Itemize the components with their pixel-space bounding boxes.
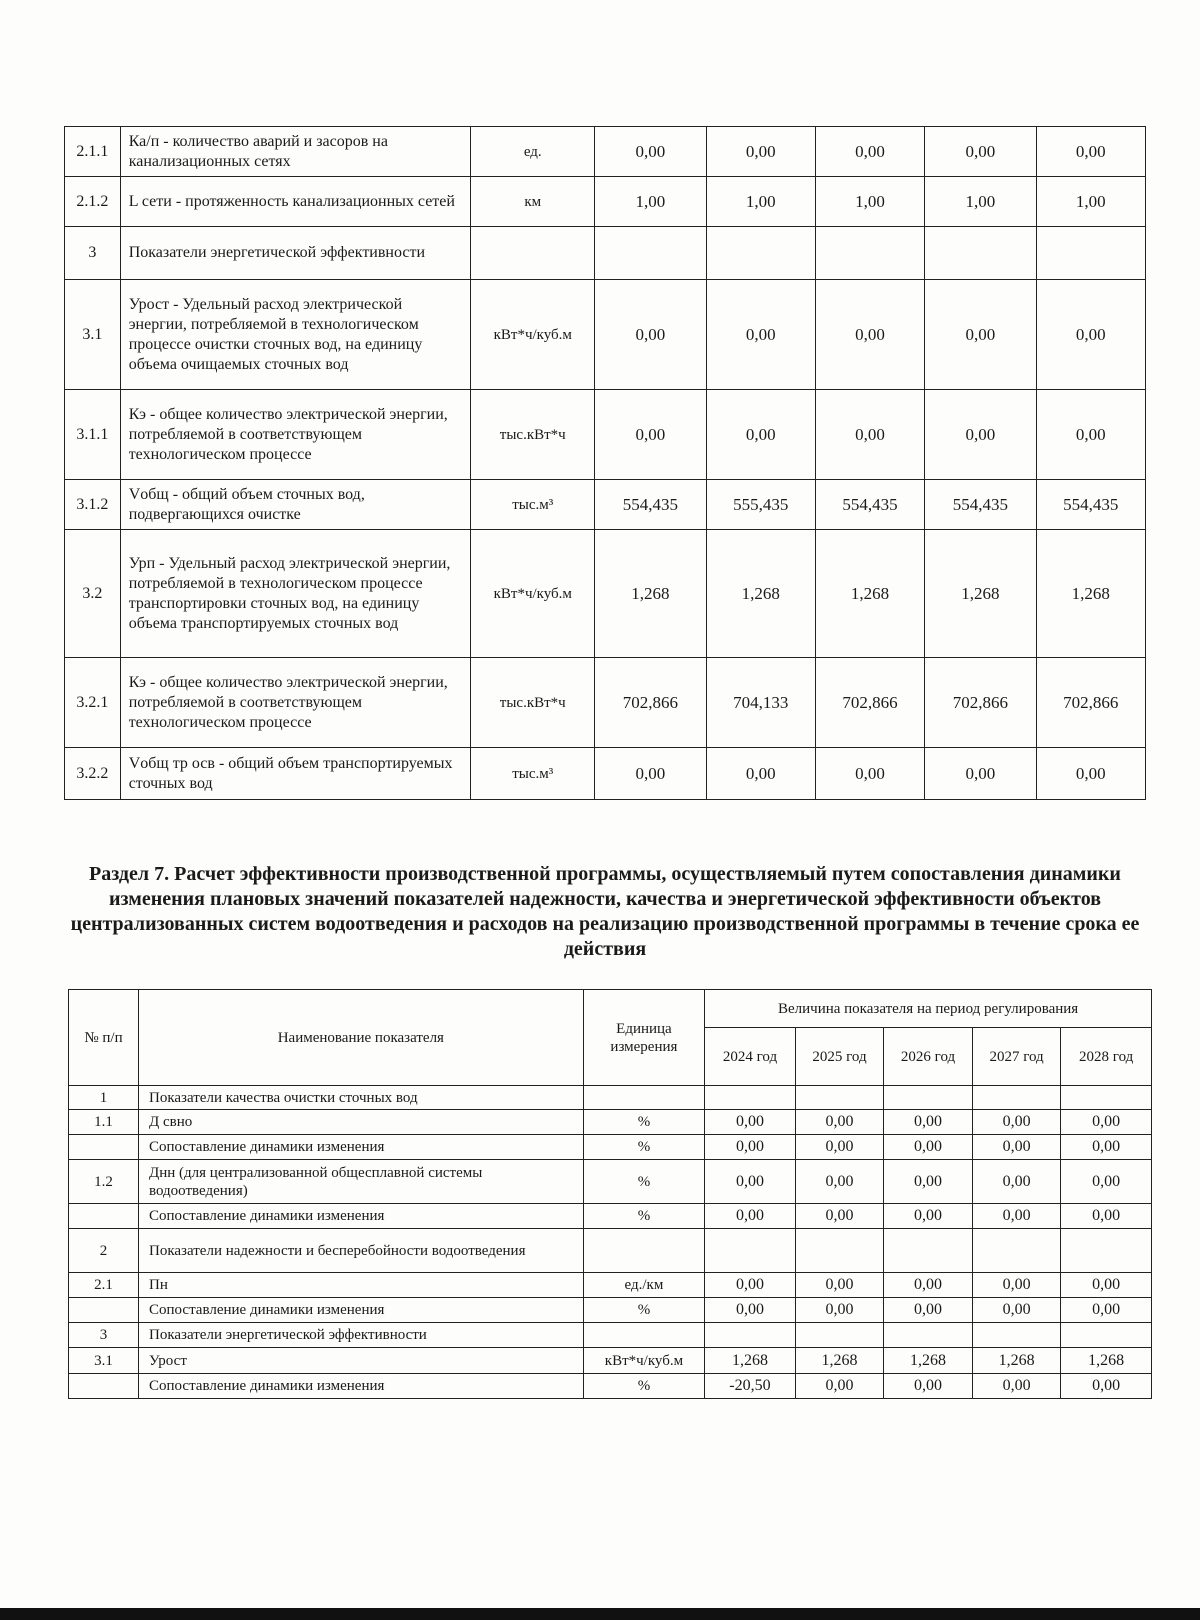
row-number: 3 [65,227,121,280]
value-cell: 0,00 [1036,127,1145,177]
value-cell: 0,00 [1061,1204,1152,1229]
table-row [69,1273,1152,1298]
indicator-name: Пн [139,1273,584,1298]
table-row [69,1298,1152,1323]
indicator-name: Урост [139,1348,584,1374]
value-cell: 0,00 [1061,1374,1152,1399]
value-cell: 0,00 [595,748,706,800]
value-cell [884,1323,973,1348]
unit-cell [583,1323,704,1348]
indicator-name: Показатели энергетической эффективности [139,1323,584,1348]
value-cell: 0,00 [815,280,924,390]
scan-edge-bar [0,1608,1200,1620]
row-number [69,1204,139,1229]
value-cell: 0,00 [1036,748,1145,800]
value-cell: 0,00 [706,280,815,390]
value-cell: 555,435 [706,480,815,530]
table-row [65,127,1146,177]
row-number: 3 [69,1323,139,1348]
value-cell: 0,00 [795,1374,884,1399]
col-header-year: 2027 год [972,1028,1061,1086]
indicator-name: Кэ - общее количество электрической энергии, потребляемой в соответствующем технологическом процессе [120,658,471,748]
indicator-name: Vобщ тр осв - общий объем транспортируемых сточных вод [120,748,471,800]
value-cell: 0,00 [706,748,815,800]
value-cell: 0,00 [925,280,1036,390]
value-cell: 1,268 [815,530,924,658]
indicator-name: Днн (для централизованной общесплавной системы водоотведения) [139,1160,584,1204]
table-row [69,1110,1152,1135]
value-cell: 554,435 [925,480,1036,530]
value-cell: 0,00 [884,1110,973,1135]
value-cell: 0,00 [795,1273,884,1298]
table-row [65,658,1146,748]
indicator-name: Урост - Удельный расход электрической энергии, потребляемой в технологическом процессе очистки сточных вод, на единицу объема очищаемых сточных вод [120,280,471,390]
indicator-name: Кэ - общее количество электрической энергии, потребляемой в соответствующем технологическом процессе [120,390,471,480]
row-number: 1 [69,1086,139,1110]
value-cell [795,1323,884,1348]
value-cell: 0,00 [884,1160,973,1204]
indicator-name: Показатели энергетической эффективности [120,227,471,280]
value-cell: 0,00 [1061,1298,1152,1323]
value-cell: 554,435 [1036,480,1145,530]
unit-cell: % [583,1374,704,1399]
value-cell: 0,00 [972,1110,1061,1135]
value-cell [1061,1086,1152,1110]
value-cell: 0,00 [595,390,706,480]
col-header-num: № п/п [69,990,139,1086]
value-cell [1061,1229,1152,1273]
table-header-row [69,990,1152,1028]
table-row [69,1160,1152,1204]
table-row [65,480,1146,530]
value-cell: 702,866 [595,658,706,748]
value-cell: 0,00 [795,1135,884,1160]
value-cell: 0,00 [815,748,924,800]
row-number: 3.2 [65,530,121,658]
value-cell: 0,00 [795,1298,884,1323]
row-number [69,1374,139,1399]
unit-cell: тыс.кВт*ч [471,658,595,748]
table-row [69,1229,1152,1273]
unit-cell: % [583,1204,704,1229]
col-header-name: Наименование показателя [139,990,584,1086]
unit-cell: тыс.м³ [471,748,595,800]
efficiency-table [68,989,1152,1399]
value-cell: 0,00 [705,1204,796,1229]
value-cell [1036,227,1145,280]
value-cell: 0,00 [884,1135,973,1160]
value-cell: 0,00 [972,1160,1061,1204]
value-cell [706,227,815,280]
table-row [69,1348,1152,1374]
value-cell [972,1323,1061,1348]
value-cell: 1,00 [925,177,1036,227]
value-cell: 0,00 [706,127,815,177]
value-cell [972,1229,1061,1273]
value-cell: 0,00 [925,390,1036,480]
value-cell: 1,268 [595,530,706,658]
value-cell [1061,1323,1152,1348]
table-row [69,1374,1152,1399]
unit-cell: кВт*ч/куб.м [471,530,595,658]
value-cell: 0,00 [815,390,924,480]
indicator-name: Vобщ - общий объем сточных вод, подвергающихся очистке [120,480,471,530]
section-7-title: Раздел 7. Расчет эффективности производственной программы, осуществляемый путем сопоставления динамики изменения плановых значений показателей надежности, качества и энергетической эффективности объектов централизованных систем водоотведения и расходов на реализацию производственной программы в течение срока ее действия [70,863,1140,960]
table-row [65,280,1146,390]
indicator-name: Показатели качества очистки сточных вод [139,1086,584,1110]
value-cell: 0,00 [595,127,706,177]
value-cell: 1,268 [795,1348,884,1374]
value-cell: 1,268 [1061,1348,1152,1374]
unit-cell: кВт*ч/куб.м [583,1348,704,1374]
value-cell: 702,866 [815,658,924,748]
value-cell: 0,00 [972,1204,1061,1229]
value-cell: 0,00 [884,1298,973,1323]
col-header-year: 2025 год [795,1028,884,1086]
value-cell: 702,866 [1036,658,1145,748]
value-cell: 0,00 [706,390,815,480]
col-header-year: 2024 год [705,1028,796,1086]
indicator-name: Сопоставление динамики изменения [139,1135,584,1160]
indicator-name: Д свно [139,1110,584,1135]
table-row [65,390,1146,480]
col-header-unit: Единица измерения [583,990,704,1086]
unit-cell: тыс.кВт*ч [471,390,595,480]
row-number: 2.1 [69,1273,139,1298]
unit-cell [471,227,595,280]
value-cell [595,227,706,280]
unit-cell [583,1086,704,1110]
value-cell [705,1229,796,1273]
row-number: 3.2.1 [65,658,121,748]
value-cell: 0,00 [815,127,924,177]
indicator-name: L сети - протяженность канализационных сетей [120,177,471,227]
value-cell: 0,00 [884,1374,973,1399]
indicators-table-continued [64,126,1146,800]
value-cell: 0,00 [705,1160,796,1204]
value-cell [705,1323,796,1348]
value-cell [972,1086,1061,1110]
value-cell: 0,00 [795,1110,884,1135]
value-cell: 554,435 [595,480,706,530]
indicator-name: Сопоставление динамики изменения [139,1298,584,1323]
unit-cell: % [583,1110,704,1135]
table-row [65,748,1146,800]
value-cell: 0,00 [1036,390,1145,480]
indicator-name: Ка/п - количество аварий и засоров на канализационных сетях [120,127,471,177]
value-cell: 0,00 [925,748,1036,800]
value-cell [815,227,924,280]
value-cell: 0,00 [1061,1135,1152,1160]
unit-cell [583,1229,704,1273]
value-cell: 0,00 [705,1298,796,1323]
value-cell: 702,866 [925,658,1036,748]
value-cell: 1,00 [815,177,924,227]
value-cell: 0,00 [595,280,706,390]
value-cell: 1,268 [1036,530,1145,658]
indicator-name: Сопоставление динамики изменения [139,1204,584,1229]
value-cell: 0,00 [1061,1110,1152,1135]
value-cell: 0,00 [972,1135,1061,1160]
row-number: 3.1 [65,280,121,390]
row-number: 1.2 [69,1160,139,1204]
unit-cell: % [583,1135,704,1160]
table-row [65,227,1146,280]
value-cell: 0,00 [972,1273,1061,1298]
row-number: 2 [69,1229,139,1273]
unit-cell: % [583,1298,704,1323]
row-number: 3.1 [69,1348,139,1374]
unit-cell: % [583,1160,704,1204]
value-cell: 0,00 [795,1204,884,1229]
unit-cell: кВт*ч/куб.м [471,280,595,390]
value-cell: 1,00 [1036,177,1145,227]
row-number: 2.1.1 [65,127,121,177]
value-cell [925,227,1036,280]
value-cell: 0,00 [884,1273,973,1298]
value-cell: 0,00 [705,1135,796,1160]
value-cell: 0,00 [1061,1273,1152,1298]
value-cell: 0,00 [972,1298,1061,1323]
value-cell: 0,00 [1036,280,1145,390]
value-cell: 1,268 [925,530,1036,658]
value-cell: 0,00 [925,127,1036,177]
table-row [69,1204,1152,1229]
table-row [69,1323,1152,1348]
table-row [69,1135,1152,1160]
row-number: 3.2.2 [65,748,121,800]
table-row [65,177,1146,227]
col-header-year: 2028 год [1061,1028,1152,1086]
value-cell: 0,00 [884,1204,973,1229]
table-row [65,530,1146,658]
unit-cell: ед./км [583,1273,704,1298]
value-cell: -20,50 [705,1374,796,1399]
value-cell [884,1086,973,1110]
indicator-name: Показатели надежности и бесперебойности водоотведения [139,1229,584,1273]
value-cell: 0,00 [972,1374,1061,1399]
row-number: 1.1 [69,1110,139,1135]
value-cell: 554,435 [815,480,924,530]
indicator-name: Урп - Удельный расход электрической энергии, потребляемой в технологическом процессе транспортировки сточных вод, на единицу объема транспортируемых сточных вод [120,530,471,658]
value-cell: 1,268 [705,1348,796,1374]
value-cell [795,1229,884,1273]
table-row [69,1086,1152,1110]
value-cell: 704,133 [706,658,815,748]
row-number [69,1135,139,1160]
col-header-period: Величина показателя на период регулирования [705,990,1152,1028]
unit-cell: тыс.м³ [471,480,595,530]
unit-cell: ед. [471,127,595,177]
value-cell: 0,00 [795,1160,884,1204]
value-cell: 0,00 [1061,1160,1152,1204]
value-cell: 1,268 [706,530,815,658]
value-cell: 1,00 [595,177,706,227]
row-number [69,1298,139,1323]
value-cell: 1,268 [884,1348,973,1374]
value-cell [884,1229,973,1273]
col-header-year: 2026 год [884,1028,973,1086]
value-cell [705,1086,796,1110]
value-cell: 1,268 [972,1348,1061,1374]
value-cell: 0,00 [705,1110,796,1135]
value-cell: 1,00 [706,177,815,227]
row-number: 3.1.1 [65,390,121,480]
unit-cell: км [471,177,595,227]
value-cell: 0,00 [705,1273,796,1298]
row-number: 3.1.2 [65,480,121,530]
value-cell [795,1086,884,1110]
row-number: 2.1.2 [65,177,121,227]
indicator-name: Сопоставление динамики изменения [139,1374,584,1399]
